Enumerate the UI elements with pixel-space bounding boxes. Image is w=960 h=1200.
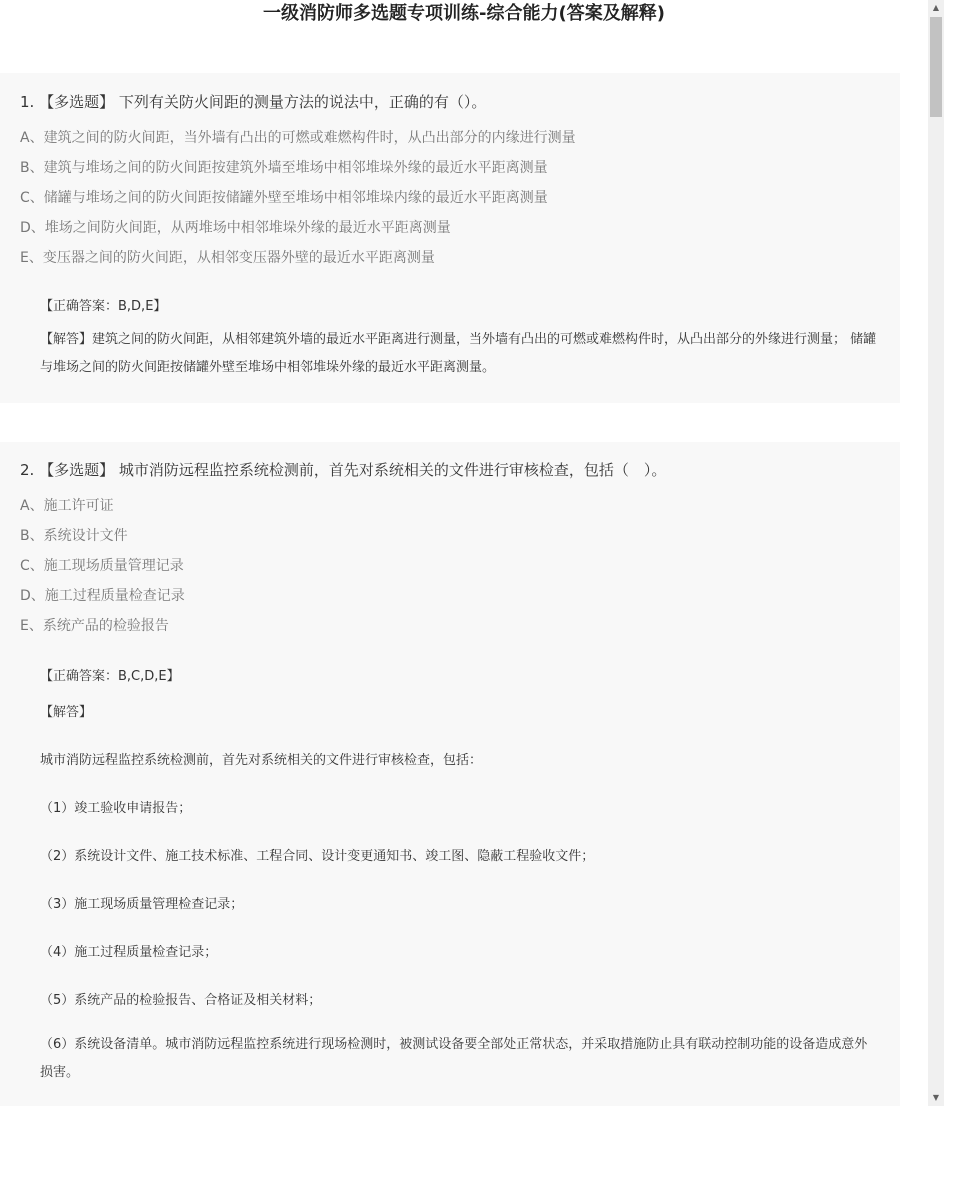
option-e[interactable]: E、系统产品的检验报告 xyxy=(20,618,169,634)
explanation: 【解答】建筑之间的防火间距，从相邻建筑外墙的最近水平距离进行测量，当外墙有凸出的可燃或难燃构件时，从凸出部分的外缘进行测量； 储罐与堆场之间的防火间距按储罐外壁至堆场中相邻堆垛外缘的最近水平距离测量。 xyxy=(40,332,877,375)
explanation-intro: 城市消防远程监控系统检测前，首先对系统相关的文件进行审核检查，包括： xyxy=(40,753,483,768)
option-e[interactable]: E、变压器之间的防火间距，从相邻变压器外壁的最近水平距离测量 xyxy=(20,250,435,266)
correct-answer: 【正确答案：B,D,E】 xyxy=(40,299,167,314)
explanation-item: （1）竣工验收申请报告； xyxy=(40,801,192,816)
correct-answer: 【正确答案：B,C,D,E】 xyxy=(40,669,180,684)
question-type: 【多选题】 xyxy=(39,93,115,111)
explanation-item: （4）施工过程质量检查记录； xyxy=(40,945,218,960)
question-type: 【多选题】 xyxy=(39,461,115,479)
question-number: 2. xyxy=(20,461,35,479)
option-b[interactable]: B、建筑与堆场之间的防火间距按建筑外墙至堆场中相邻堆垛外缘的最近水平距离测量 xyxy=(20,160,548,176)
question-1-title xyxy=(20,91,486,112)
option-c[interactable]: C、储罐与堆场之间的防火间距按储罐外壁至堆场中相邻堆垛内缘的最近水平距离测量 xyxy=(20,190,548,206)
page-title: 一级消防师多选题专项训练-综合能力(答案及解释) xyxy=(263,3,665,24)
question-card-1 xyxy=(0,73,900,403)
question-stem: 下列有关防火间距的测量方法的说法中，正确的有（）。 xyxy=(118,93,487,111)
explanation-item: （2）系统设计文件、施工技术标准、工程合同、设计变更通知书、竣工图、隐蔽工程验收文件； xyxy=(40,849,595,864)
scrollbar-thumb[interactable] xyxy=(930,17,942,117)
question-card-2 xyxy=(0,442,900,1106)
question-2-title xyxy=(20,459,666,480)
vertical-scrollbar[interactable] xyxy=(928,0,944,1106)
option-d[interactable]: D、堆场之间防火间距，从两堆场中相邻堆垛外缘的最近水平距离测量 xyxy=(20,220,451,236)
explanation-item: （3）施工现场质量管理检查记录； xyxy=(40,897,244,912)
option-a[interactable]: A、施工许可证 xyxy=(20,498,114,514)
scroll-up-icon[interactable]: ▲ xyxy=(932,3,940,12)
explanation-item: （6）系统设备清单。城市消防远程监控系统进行现场检测时，被测试设备要全部处正常状态，并采取措施防止具有联动控制功能的设备造成意外损害。 xyxy=(40,1037,868,1080)
option-d[interactable]: D、施工过程质量检查记录 xyxy=(20,588,185,604)
option-b[interactable]: B、系统设计文件 xyxy=(20,528,128,544)
option-c[interactable]: C、施工现场质量管理记录 xyxy=(20,558,184,574)
question-number: 1. xyxy=(20,93,35,111)
option-a[interactable]: A、建筑之间的防火间距，当外墙有凸出的可燃或难燃构件时，从凸出部分的内缘进行测量 xyxy=(20,130,576,146)
question-stem: 城市消防远程监控系统检测前，首先对系统相关的文件进行审核检查，包括（ ）。 xyxy=(118,461,667,479)
scroll-down-icon[interactable]: ▼ xyxy=(932,1093,940,1102)
explanation-label: 【解答】 xyxy=(40,705,93,720)
explanation-item: （5）系统产品的检验报告、合格证及相关材料； xyxy=(40,993,322,1008)
